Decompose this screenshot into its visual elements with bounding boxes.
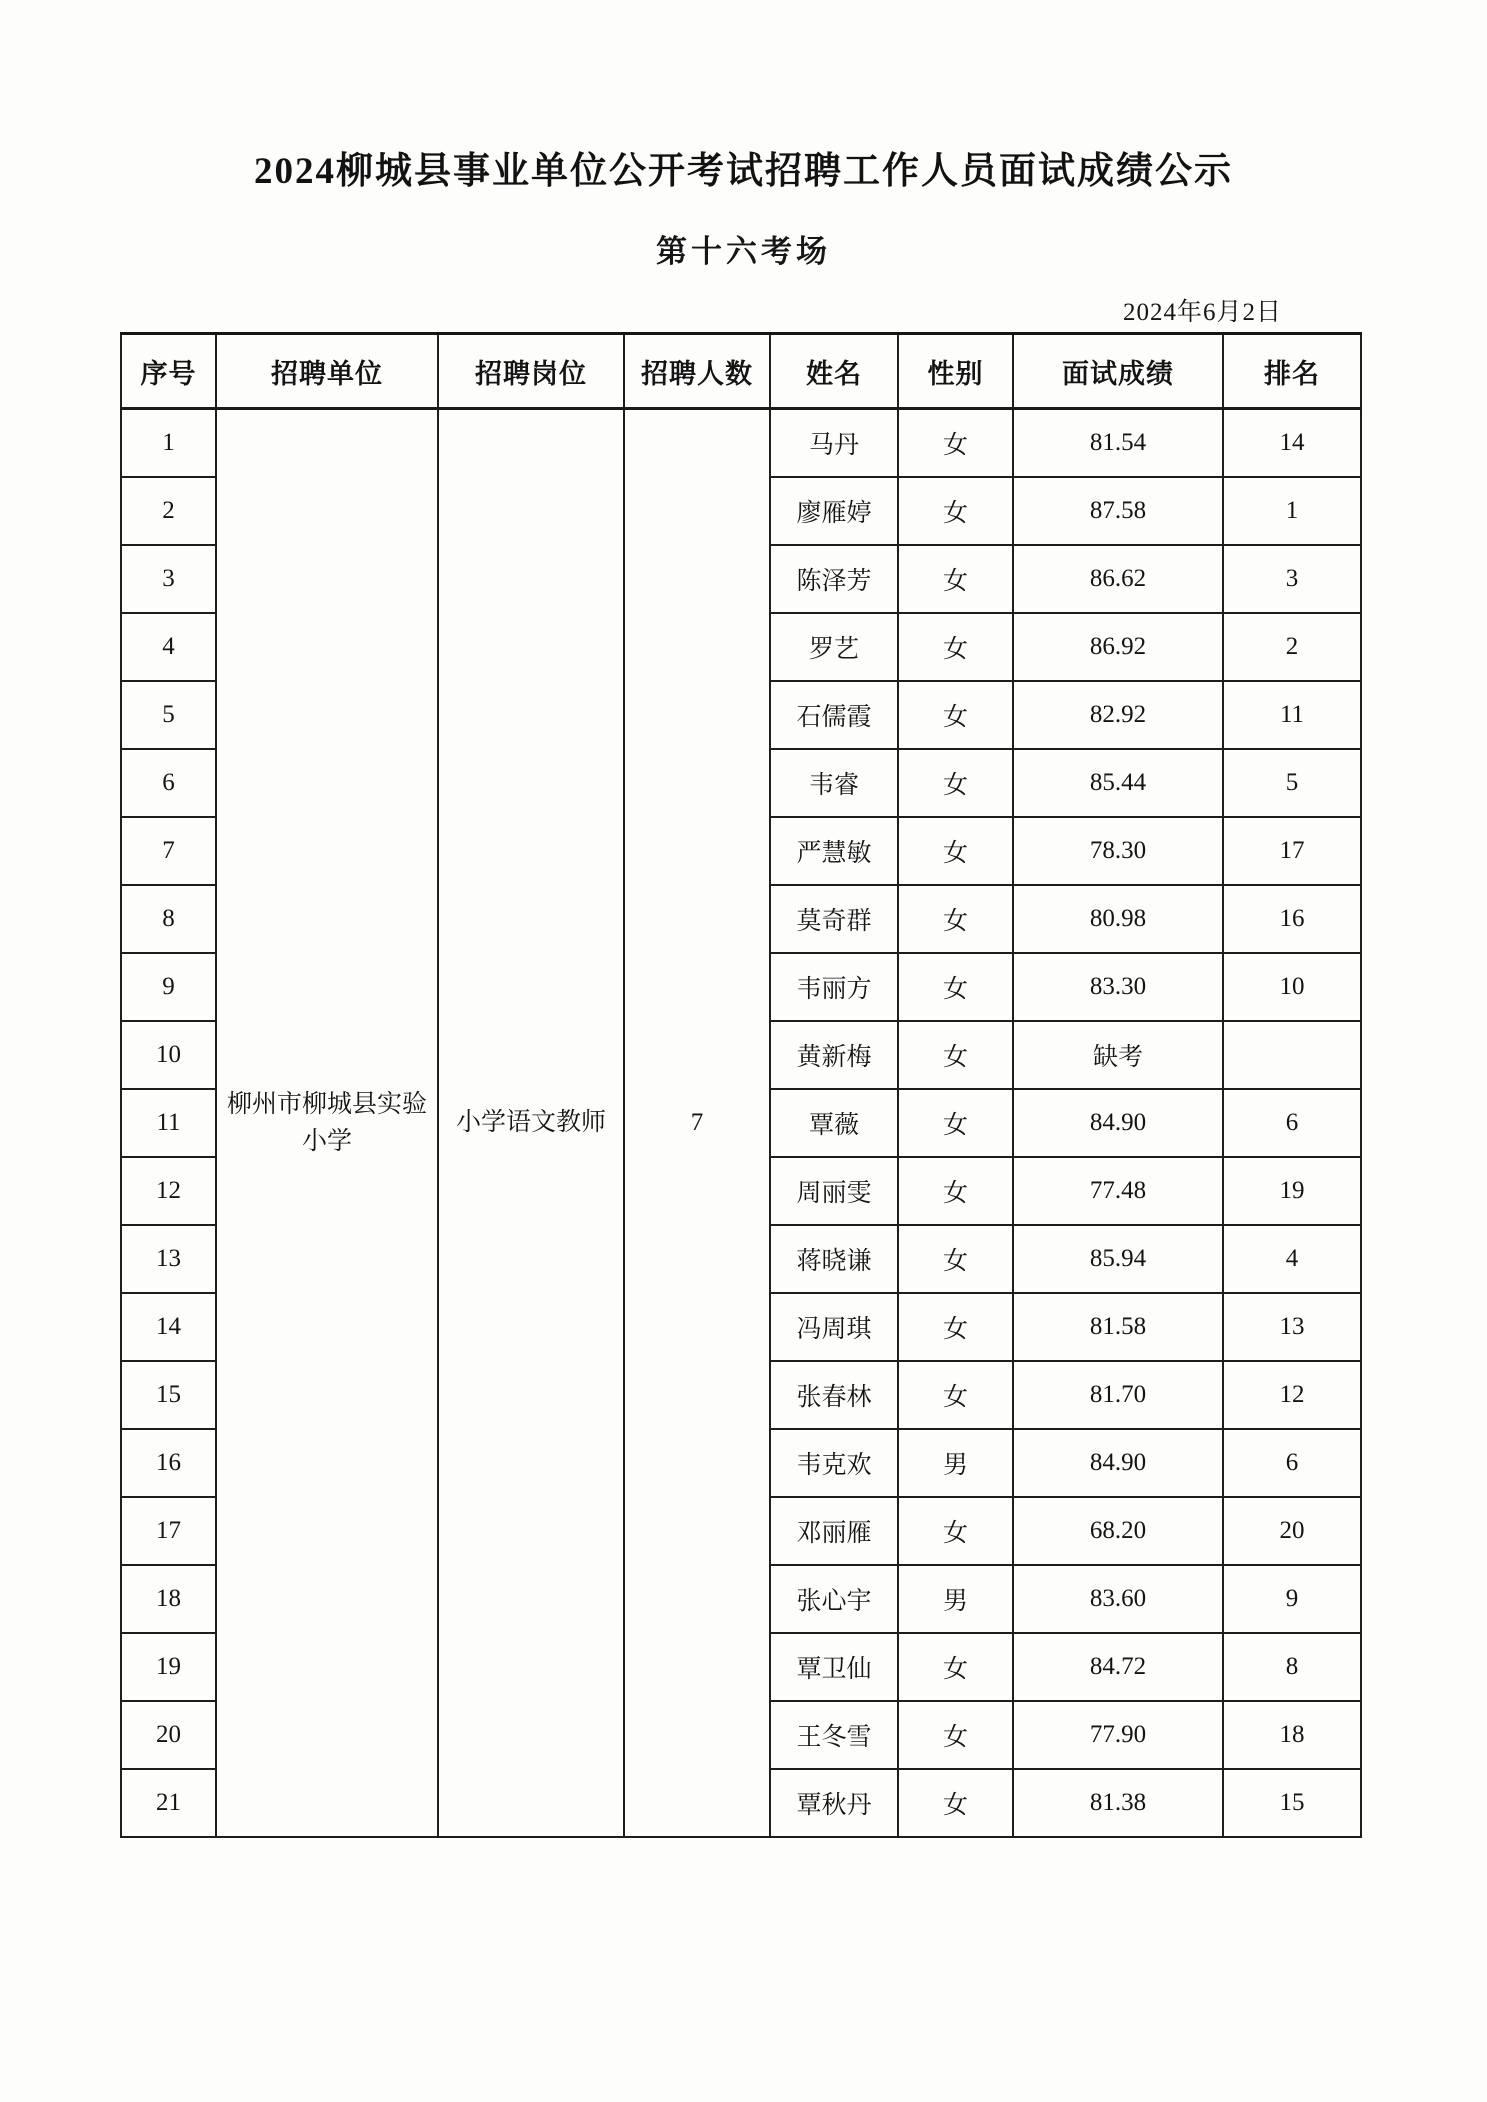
col-header-position: 招聘岗位 [438, 334, 624, 409]
rank-cell: 4 [1223, 1225, 1361, 1293]
score-cell: 81.54 [1013, 409, 1223, 478]
score-cell: 84.72 [1013, 1633, 1223, 1701]
gender-cell: 女 [898, 817, 1013, 885]
table-row [121, 409, 1361, 478]
header-row [121, 334, 1361, 409]
score-cell: 82.92 [1013, 681, 1223, 749]
gender-cell: 女 [898, 477, 1013, 545]
seq-cell: 1 [121, 409, 216, 478]
gender-cell: 女 [898, 885, 1013, 953]
name-cell: 莫奇群 [770, 885, 898, 953]
seq-cell: 17 [121, 1497, 216, 1565]
col-header-unit: 招聘单位 [216, 334, 438, 409]
rank-cell: 1 [1223, 477, 1361, 545]
rank-cell: 6 [1223, 1429, 1361, 1497]
name-cell: 王冬雪 [770, 1701, 898, 1769]
gender-cell: 女 [898, 409, 1013, 478]
gender-cell: 女 [898, 1497, 1013, 1565]
score-cell: 77.48 [1013, 1157, 1223, 1225]
table-body [121, 409, 1361, 1838]
rank-cell: 8 [1223, 1633, 1361, 1701]
gender-cell: 男 [898, 1429, 1013, 1497]
name-cell: 张春林 [770, 1361, 898, 1429]
score-cell: 84.90 [1013, 1089, 1223, 1157]
col-header-headcount: 招聘人数 [624, 334, 770, 409]
score-cell: 87.58 [1013, 477, 1223, 545]
rank-cell: 11 [1223, 681, 1361, 749]
col-header-seq: 序号 [121, 334, 216, 409]
gender-cell: 女 [898, 1089, 1013, 1157]
gender-cell: 女 [898, 1769, 1013, 1837]
rank-cell: 13 [1223, 1293, 1361, 1361]
rank-cell: 17 [1223, 817, 1361, 885]
score-cell: 84.90 [1013, 1429, 1223, 1497]
gender-cell: 女 [898, 1157, 1013, 1225]
seq-cell: 18 [121, 1565, 216, 1633]
page-title: 2024柳城县事业单位公开考试招聘工作人员面试成绩公示 [254, 151, 1233, 192]
rank-cell: 12 [1223, 1361, 1361, 1429]
name-cell: 严慧敏 [770, 817, 898, 885]
page-subtitle: 第十六考场 [656, 234, 831, 269]
name-cell: 韦丽方 [770, 953, 898, 1021]
name-cell: 覃薇 [770, 1089, 898, 1157]
score-cell: 85.94 [1013, 1225, 1223, 1293]
name-cell: 蒋晓谦 [770, 1225, 898, 1293]
date-label: 2024年6月2日 [1122, 299, 1282, 326]
gender-cell: 女 [898, 1293, 1013, 1361]
name-cell: 邓丽雁 [770, 1497, 898, 1565]
score-cell: 83.60 [1013, 1565, 1223, 1633]
score-cell: 86.92 [1013, 613, 1223, 681]
headcount-cell: 7 [624, 409, 770, 1838]
score-cell: 85.44 [1013, 749, 1223, 817]
rank-cell: 9 [1223, 1565, 1361, 1633]
seq-cell: 3 [121, 545, 216, 613]
seq-cell: 8 [121, 885, 216, 953]
name-cell: 韦睿 [770, 749, 898, 817]
seq-cell: 14 [121, 1293, 216, 1361]
gender-cell: 女 [898, 681, 1013, 749]
seq-cell: 4 [121, 613, 216, 681]
seq-cell: 16 [121, 1429, 216, 1497]
name-cell: 覃卫仙 [770, 1633, 898, 1701]
score-cell: 81.38 [1013, 1769, 1223, 1837]
rank-cell: 16 [1223, 885, 1361, 953]
name-cell: 张心宇 [770, 1565, 898, 1633]
rank-cell: 14 [1223, 409, 1361, 478]
gender-cell: 女 [898, 1225, 1013, 1293]
gender-cell: 女 [898, 953, 1013, 1021]
score-cell: 77.90 [1013, 1701, 1223, 1769]
name-cell: 冯周琪 [770, 1293, 898, 1361]
rank-cell: 18 [1223, 1701, 1361, 1769]
score-cell: 81.70 [1013, 1361, 1223, 1429]
name-cell: 石儒霞 [770, 681, 898, 749]
rank-cell: 10 [1223, 953, 1361, 1021]
gender-cell: 男 [898, 1565, 1013, 1633]
name-cell: 廖雁婷 [770, 477, 898, 545]
seq-cell: 6 [121, 749, 216, 817]
seq-cell: 5 [121, 681, 216, 749]
name-cell: 韦克欢 [770, 1429, 898, 1497]
name-cell: 马丹 [770, 409, 898, 478]
name-cell: 黄新梅 [770, 1021, 898, 1089]
table-header [121, 334, 1361, 409]
rank-cell [1223, 1021, 1361, 1089]
score-table [120, 332, 1362, 1838]
rank-cell: 2 [1223, 613, 1361, 681]
seq-cell: 9 [121, 953, 216, 1021]
seq-cell: 13 [121, 1225, 216, 1293]
name-cell: 罗艺 [770, 613, 898, 681]
seq-cell: 12 [121, 1157, 216, 1225]
name-cell: 陈泽芳 [770, 545, 898, 613]
seq-cell: 7 [121, 817, 216, 885]
gender-cell: 女 [898, 545, 1013, 613]
seq-cell: 21 [121, 1769, 216, 1837]
score-cell: 缺考 [1013, 1021, 1223, 1089]
score-cell: 86.62 [1013, 545, 1223, 613]
score-cell: 80.98 [1013, 885, 1223, 953]
name-cell: 覃秋丹 [770, 1769, 898, 1837]
col-header-score: 面试成绩 [1013, 334, 1223, 409]
score-cell: 78.30 [1013, 817, 1223, 885]
seq-cell: 20 [121, 1701, 216, 1769]
rank-cell: 5 [1223, 749, 1361, 817]
gender-cell: 女 [898, 1361, 1013, 1429]
score-cell: 81.58 [1013, 1293, 1223, 1361]
seq-cell: 2 [121, 477, 216, 545]
name-cell: 周丽雯 [770, 1157, 898, 1225]
gender-cell: 女 [898, 1633, 1013, 1701]
seq-cell: 19 [121, 1633, 216, 1701]
rank-cell: 15 [1223, 1769, 1361, 1837]
gender-cell: 女 [898, 1021, 1013, 1089]
col-header-rank: 排名 [1223, 334, 1361, 409]
unit-cell: 柳州市柳城县实验小学 [216, 409, 438, 1838]
gender-cell: 女 [898, 613, 1013, 681]
rank-cell: 6 [1223, 1089, 1361, 1157]
score-cell: 83.30 [1013, 953, 1223, 1021]
rank-cell: 19 [1223, 1157, 1361, 1225]
seq-cell: 11 [121, 1089, 216, 1157]
gender-cell: 女 [898, 749, 1013, 817]
gender-cell: 女 [898, 1701, 1013, 1769]
col-header-name: 姓名 [770, 334, 898, 409]
rank-cell: 20 [1223, 1497, 1361, 1565]
score-cell: 68.20 [1013, 1497, 1223, 1565]
seq-cell: 15 [121, 1361, 216, 1429]
col-header-gender: 性别 [898, 334, 1013, 409]
rank-cell: 3 [1223, 545, 1361, 613]
position-cell: 小学语文教师 [438, 409, 624, 1838]
seq-cell: 10 [121, 1021, 216, 1089]
